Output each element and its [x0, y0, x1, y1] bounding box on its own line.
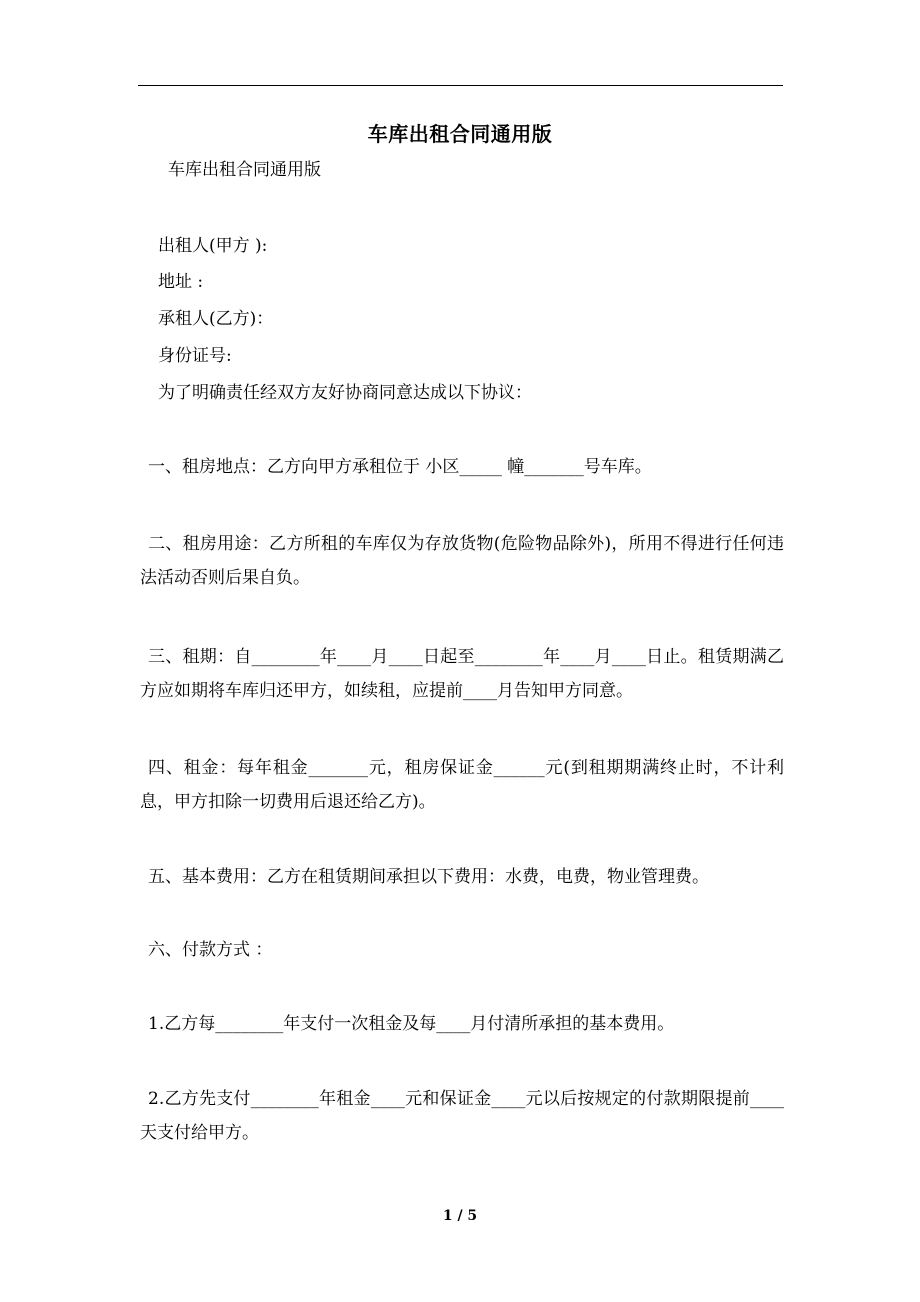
clause-rent: 四、租金：每年租金_______元，租房保证金______元(到租期期满终止时，不计利息，甲方扣除一切费用后退还给乙方)。 — [140, 758, 784, 812]
page-number: 1 / 5 — [442, 1208, 478, 1224]
document-subtitle: 车库出租合同通用版 — [168, 160, 321, 180]
payment-item-2: 2.乙方先支付________年租金____元和保证金____元以后按规定的付款期限提前____天支付给甲方。 — [140, 1089, 784, 1143]
clause-usage: 二、租房用途：乙方所租的车库仅为存放货物(危险物品除外)，所用不得进行任何违法活动否则后果自负。 — [140, 534, 784, 588]
clause-location: 一、租房地点：乙方向甲方承租位于 小区_____ 幢_______号车库。 — [148, 457, 652, 477]
clause-fees: 五、基本费用：乙方在租赁期间承担以下费用：水费，电费，物业管理费。 — [148, 867, 709, 887]
lessee-field: 承租人(乙方)： — [158, 309, 274, 329]
clause-payment-heading: 六、付款方式 ： — [148, 940, 273, 960]
header-rule — [138, 85, 783, 86]
payment-item-1: 1.乙方每________年支付一次租金及每____月付清所承担的基本费用。 — [148, 1014, 675, 1034]
lessor-field: 出租人(甲方 ): — [158, 236, 268, 256]
clause-term: 三、租期：自________年____月____日起至________年____月____日止。租赁期满乙方应如期将车库归还甲方，如续租，应提前____月告知甲方同意。 — [140, 647, 784, 701]
agreement-intro: 为了明确责任经双方友好协商同意达成以下协议： — [158, 383, 532, 403]
address-field: 地址 : — [158, 272, 204, 292]
document-title: 车库出租合同通用版 — [367, 122, 553, 146]
id-number-field: 身份证号: — [158, 346, 232, 366]
